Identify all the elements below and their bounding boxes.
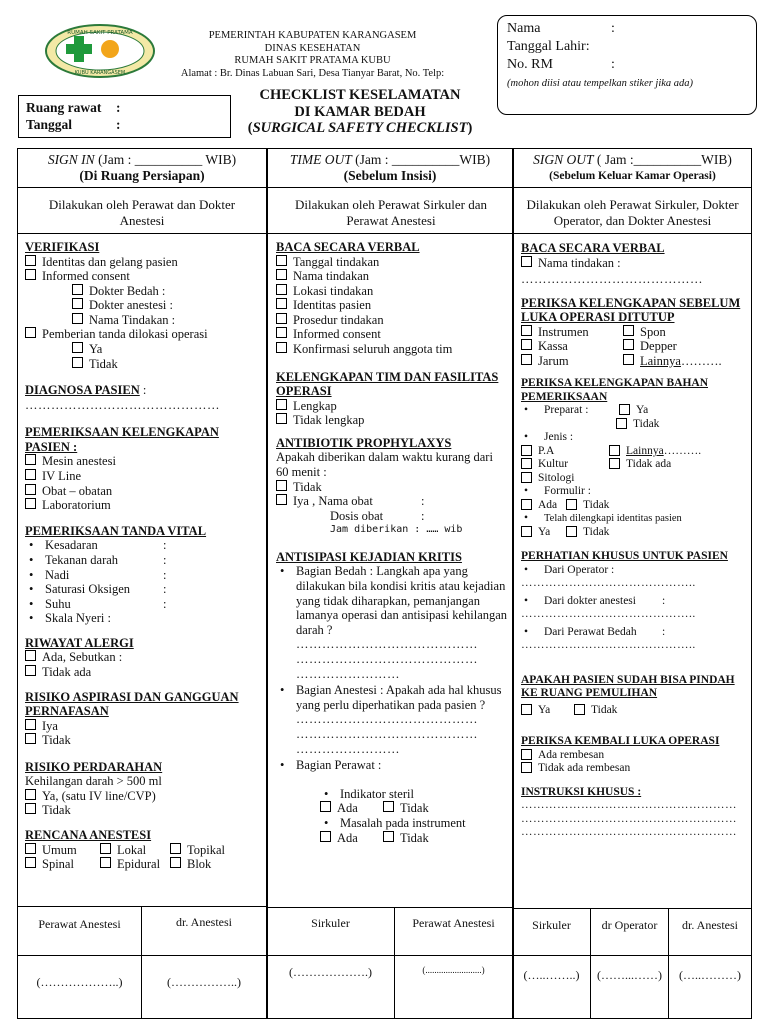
checklist-table bbox=[17, 148, 752, 1019]
sig-dr-anestesi-2-label: dr. Anestesi bbox=[682, 918, 738, 932]
kelengkapan-heading: PEMERIKSAAN KELENGKAPAN PASIEN : bbox=[25, 425, 219, 454]
sig-dr-operator-label: dr Operator bbox=[601, 918, 658, 932]
sticker-note: (mohon diisi atau tempelkan stiker jika ada) bbox=[507, 78, 694, 89]
checkbox[interactable] bbox=[521, 339, 532, 350]
hospital-name: RUMAH SAKIT PRATAMA KUBU bbox=[234, 55, 391, 66]
checkbox[interactable] bbox=[100, 843, 111, 854]
checkbox[interactable] bbox=[72, 342, 83, 353]
hospital-logo bbox=[42, 22, 158, 80]
checkbox[interactable] bbox=[276, 269, 287, 280]
ruang-rawat-label: Ruang rawat bbox=[26, 100, 102, 115]
checkbox[interactable] bbox=[320, 831, 331, 842]
checkbox[interactable] bbox=[623, 325, 634, 336]
checkbox[interactable] bbox=[521, 499, 532, 510]
checkbox[interactable] bbox=[521, 749, 532, 760]
signature-field[interactable]: (……………..) bbox=[167, 975, 241, 989]
sign-in-performed-by: Dilakukan oleh Perawat dan Dokter Anestesi bbox=[48, 197, 236, 228]
time-out-column: BACA SECARA VERBAL Tanggal tindakan Nama tindakan Lokasi tindakan Identitas pasien Prosedur tindakan Informed consent Konfirmasi seluruh anggota tim KELENGKAPAN TIM DAN FASILITAS OPERASI Lengkap Tidak lengkap ANTIBIOTIK PROPHYLAXYS Apakah diberikan dalam waktu kurang dari 60 menit : Tidak Iya , Nama obat : Dosis obat : Jam diberikan : …… wib ANTISIPASI KEJADIAN KRITIS • Bagian Bedah : Langkah apa yang dilakukan bila kondisi kritis atau kejadian yang tidak diharapkan, pemanjangan lamanya operasi dan antisipasi kehilangan darah ? …………………………………… …………………………………… …………………… • Bagian Anestesi : Apakah ada hal khusus yang perlu diperhatikan pada pasien ? …………………………………… …………………………………… …………………… • Bagian Perawat : • Indikator steril Ada Tidak • Masalah pada instrument Ada Tidak bbox=[276, 240, 508, 845]
checkbox[interactable] bbox=[521, 526, 532, 537]
aspirasi-heading: RISIKO ASPIRASI DAN GANGGUAN PERNAFASAN bbox=[25, 689, 239, 719]
checkbox[interactable] bbox=[25, 327, 36, 338]
checkbox[interactable] bbox=[619, 404, 630, 415]
checkbox[interactable] bbox=[521, 472, 532, 483]
checkbox[interactable] bbox=[276, 284, 287, 295]
sig-sirkuler-label: Sirkuler bbox=[311, 916, 350, 930]
tanggal-label: Tanggal bbox=[26, 117, 73, 132]
time-out-header: TIME OUT (Jam : __________WIB) (Sebelum Insisi) bbox=[289, 152, 491, 183]
time-out-performed-by: Dilakukan oleh Perawat Sirkuler dan Perawat Anestesi bbox=[294, 197, 488, 228]
diagnosa-heading: DIAGNOSA PASIEN bbox=[25, 383, 140, 398]
pindah-heading: APAKAH PASIEN SUDAH BISA PINDAH KE RUANG PEMULIHAN bbox=[521, 673, 735, 700]
checkbox[interactable] bbox=[566, 499, 577, 510]
sig-perawat-anestesi-label: Perawat Anestesi bbox=[38, 917, 121, 931]
checkbox[interactable] bbox=[25, 269, 36, 280]
checkbox[interactable] bbox=[383, 801, 394, 812]
checkbox[interactable] bbox=[25, 484, 36, 495]
checkbox[interactable] bbox=[276, 313, 287, 324]
checkbox[interactable] bbox=[25, 789, 36, 800]
bahan-heading: PERIKSA KELENGKAPAN BAHAN PEMERIKSAAN bbox=[521, 377, 709, 403]
luka-kembali-heading: PERIKSA KEMBALI LUKA OPERASI bbox=[521, 735, 720, 748]
checkbox[interactable] bbox=[276, 494, 287, 505]
sign-out-header: SIGN OUT ( Jam :__________WIB) (Sebelum Keluar Kamar Operasi) bbox=[533, 152, 732, 182]
alergi-heading: RIWAYAT ALERGI bbox=[25, 635, 134, 650]
checkbox[interactable] bbox=[72, 298, 83, 309]
checkbox[interactable] bbox=[25, 803, 36, 814]
diagnosa-field[interactable]: ……………………………………… bbox=[25, 397, 220, 412]
checkbox[interactable] bbox=[276, 327, 287, 338]
perhatian-heading: PERHATIAN KHUSUS UNTUK PASIEN bbox=[521, 550, 728, 563]
checkbox[interactable] bbox=[25, 843, 36, 854]
sign-out-performed-by: Dilakukan oleh Perawat Sirkuler, Dokter Operator, dan Dokter Anestesi bbox=[526, 197, 739, 228]
checkbox[interactable] bbox=[72, 313, 83, 324]
checkbox[interactable] bbox=[72, 284, 83, 295]
signature-field[interactable]: (.........................) bbox=[422, 965, 485, 975]
signature-field[interactable]: (………………..) bbox=[36, 975, 123, 989]
sign-out-baca-heading: BACA SECARA VERBAL bbox=[521, 241, 665, 255]
checkbox[interactable] bbox=[276, 298, 287, 309]
checkbox[interactable] bbox=[276, 399, 287, 410]
checkbox[interactable] bbox=[521, 458, 532, 469]
checkbox[interactable] bbox=[170, 857, 181, 868]
checkbox[interactable] bbox=[623, 354, 634, 365]
logo-bottom-text: KUBU KARANGASEM bbox=[74, 70, 126, 76]
checkbox[interactable] bbox=[25, 498, 36, 509]
patient-rm-label: No. RM bbox=[507, 57, 553, 72]
checkbox[interactable] bbox=[521, 762, 532, 773]
checkbox[interactable] bbox=[616, 418, 627, 429]
checkbox[interactable] bbox=[100, 857, 111, 868]
sign-in-header: SIGN IN (Jam : __________ WIB) (Di Ruang Persiapan) bbox=[47, 152, 237, 183]
checkbox[interactable] bbox=[25, 255, 36, 266]
checkbox[interactable] bbox=[521, 325, 532, 336]
checkbox[interactable] bbox=[276, 342, 287, 353]
baca-verbal-heading: BACA SECARA VERBAL bbox=[276, 240, 420, 254]
verifikasi-heading: VERIFIKASI bbox=[25, 240, 100, 254]
room-box[interactable]: Ruang rawat : Tanggal : bbox=[18, 95, 231, 138]
checkbox[interactable] bbox=[25, 719, 36, 730]
checkbox[interactable] bbox=[25, 857, 36, 868]
address: Alamat : Br. Dinas Labuan Sari, Desa Tianyar Barat, No. Telp: bbox=[180, 67, 445, 79]
patient-dob-label: Tanggal Lahir: bbox=[507, 39, 590, 54]
checkbox[interactable] bbox=[320, 801, 331, 812]
checkbox[interactable] bbox=[521, 704, 532, 715]
checkbox[interactable] bbox=[623, 339, 634, 350]
sig-perawat-anestesi-2-label: Perawat Anestesi bbox=[412, 916, 495, 930]
checkbox[interactable] bbox=[521, 256, 532, 267]
checkbox[interactable] bbox=[72, 357, 83, 368]
rencana-anestesi-heading: RENCANA ANESTESI bbox=[25, 828, 152, 843]
checkbox[interactable] bbox=[25, 454, 36, 465]
gov-name: PEMERINTAH KABUPATEN KARANGASEM bbox=[208, 30, 417, 41]
patient-id-box[interactable]: Nama : Tanggal Lahir: No. RM : (mohon diisi atau tempelkan stiker jika ada) bbox=[497, 15, 757, 115]
patient-name-label: Nama bbox=[507, 21, 541, 36]
checkbox[interactable] bbox=[609, 458, 620, 469]
signature-field[interactable]: (……...……) bbox=[597, 968, 662, 982]
checkbox[interactable] bbox=[25, 733, 36, 744]
dept-name: DINAS KESEHATAN bbox=[264, 42, 361, 54]
checkbox[interactable] bbox=[521, 354, 532, 365]
checkbox[interactable] bbox=[383, 831, 394, 842]
sig-dr-anestesi-label: dr. Anestesi bbox=[176, 915, 232, 929]
instruksi-heading: INSTRUKSI KHUSUS : bbox=[521, 785, 642, 798]
checkbox[interactable] bbox=[276, 255, 287, 266]
signature-field[interactable]: (…..……..) bbox=[523, 968, 580, 982]
checkbox[interactable] bbox=[170, 843, 181, 854]
checkbox[interactable] bbox=[566, 526, 577, 537]
signature-field[interactable]: (…..………) bbox=[679, 968, 741, 982]
checkbox[interactable] bbox=[276, 480, 287, 491]
sig-sirkuler-2-label: Sirkuler bbox=[532, 918, 571, 932]
checkbox[interactable] bbox=[25, 469, 36, 480]
checkbox[interactable] bbox=[25, 665, 36, 676]
logo-top-text: RUMAH SAKIT PRATAMA bbox=[67, 30, 133, 36]
luka-heading: PERIKSA KELENGKAPAN SEBELUM LUKA OPERASI DITUTUP bbox=[521, 295, 741, 325]
letterhead bbox=[150, 30, 475, 80]
sign-out-column: BACA SECARA VERBAL Nama tindakan : …………………………………… PERIKSA KELENGKAPAN SEBELUM LUKA OPERASI DITUTUP Instrumen Spon Kassa Depper Jarum Lainnya ………. PERIKSA KELENGKAPAN BAHAN PEMERIKSAAN • Preparat : Ya Tidak • Jenis : P.A Lainnya ………. Kultur Tidak ada Sitologi • Formulir : Ada Tidak • Telah dilengkapi identitas pasien Ya Tidak PERHATIAN KHUSUS UNTUK PASIEN • Dari Operator : …………………………………….. • Dari dokter anestesi : …………………………………….. • Dari Perawat Bedah : …………………………………….. APAKAH PASIEN SUDAH BISA PINDAH KE RUANG PEMULIHAN Ya Tidak PERIKSA KEMBALI LUKA OPERASI Ada rembesan Tidak ada rembesan INSTRUKSI KHUSUS : ……………………………………………… ……………………………………………… ……………………………………………… bbox=[521, 241, 749, 840]
perdarahan-heading: RISIKO PERDARAHAN bbox=[25, 759, 163, 774]
checkbox[interactable] bbox=[521, 445, 532, 456]
antisipasi-heading: ANTISIPASI KEJADIAN KRITIS bbox=[276, 549, 462, 564]
checkbox[interactable] bbox=[609, 445, 620, 456]
antibiotik-heading: ANTIBIOTIK PROPHYLAXYS bbox=[276, 435, 452, 450]
checkbox[interactable] bbox=[574, 704, 585, 715]
sign-in-column: VERIFIKASI Identitas dan gelang pasien Informed consent Dokter Bedah : Dokter anestesi : Nama Tindakan : Pemberian tanda dilokasi operasi Ya Tidak DIAGNOSA PASIEN : ……………………………………… PEMERIKSAAN KELENGKAPAN PASIEN : Mesin anestesi IV Line Obat – obatan Laboratorium PEMERIKSAAN TANDA VITAL • Kesadaran : • Tekanan darah : • Nadi : • Saturasi Oksigen : • Suhu : • Skala Nyeri : RIWAYAT ALERGI Ada, Sebutkan : Tidak ada RISIKO ASPIRASI DAN GANGGUAN PERNAFASAN Iya Tidak RISIKO PERDARAHAN Kehilangan darah > 500 ml Ya, (satu IV line/CVP) Tidak RENCANA ANESTESI Umum Lokal Topikal Spinal Epidural Blok bbox=[25, 240, 261, 872]
signature-field[interactable]: (……………….) bbox=[289, 965, 372, 979]
checkbox[interactable] bbox=[25, 650, 36, 661]
page-title: CHECKLIST KESELAMATAN DI KAMAR BEDAH (SURGICAL SAFETY CHECKLIST) bbox=[247, 87, 473, 136]
tim-heading: KELENGKAPAN TIM DAN FASILITAS OPERASI bbox=[276, 369, 499, 399]
tanda-vital-heading: PEMERIKSAAN TANDA VITAL bbox=[25, 523, 207, 538]
checkbox[interactable] bbox=[276, 413, 287, 424]
